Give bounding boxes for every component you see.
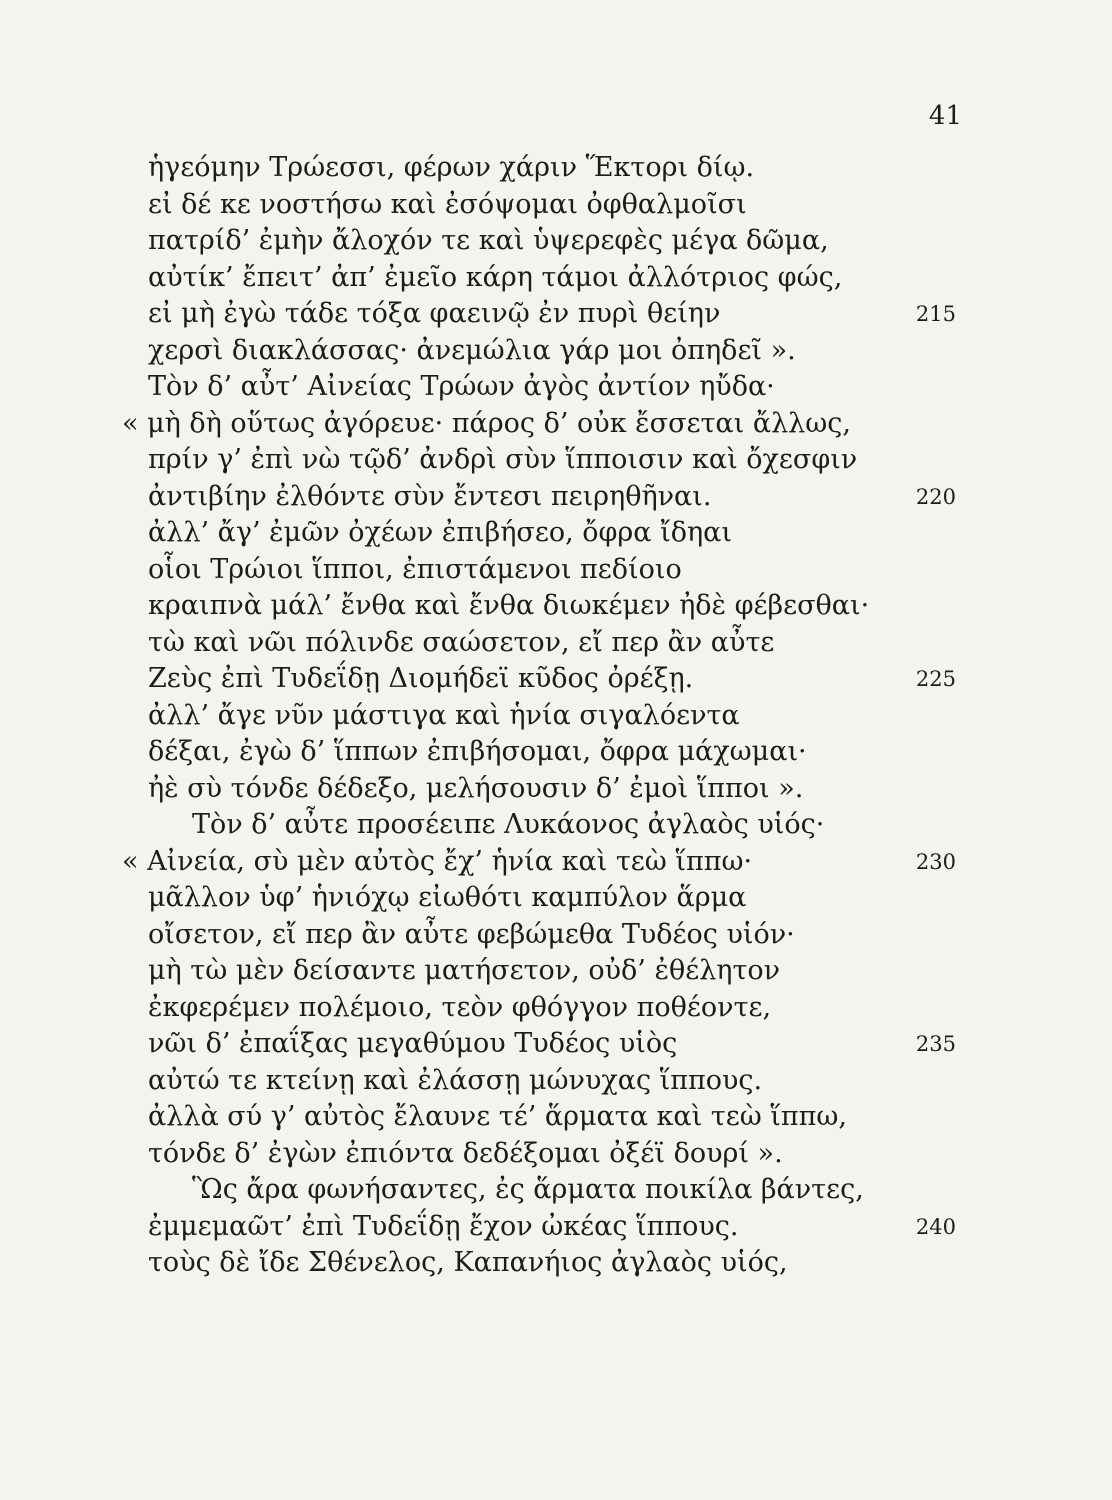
verse-line [122, 771, 962, 808]
verse-line [122, 588, 962, 625]
verse-line [122, 406, 962, 443]
verse-line [122, 1245, 962, 1282]
verse-text: οἴσετον, εἴ περ ἂν αὖτε φεβώμεθα Τυδέος υἱόν· [148, 918, 795, 950]
verse-text: τοὺς δὲ ἴδε Σθένελος, Καπανήιος ἀγλαὸς υἱός, [148, 1247, 788, 1278]
verse-text: αὐτίκ’ ἔπειτ’ ἀπ’ ἐμεῖο κάρη τάμοι ἀλλότριος φώς, [148, 261, 843, 293]
verse-text: ἠὲ σὺ τόνδε δέδεξο, μελήσουσιν δ’ ἐμοὶ ἵπποι ». [148, 772, 804, 804]
verse-line [122, 515, 962, 552]
verse-line [122, 442, 962, 479]
verse-line [122, 1209, 962, 1246]
verse-text: ἀλλὰ σύ γ’ αὐτὸς ἔλαυνε τέ’ ἅρματα καὶ τεὼ ἵππω, [148, 1101, 847, 1132]
verse-line [122, 1063, 962, 1100]
verse-text: ἐμμεμαῶτ’ ἐπὶ Τυδεΐδῃ ἔχον ὠκέας ἵππους. [148, 1210, 739, 1242]
line-number: 225 [915, 667, 956, 691]
verse-line [122, 1099, 962, 1136]
verse-line [122, 807, 962, 844]
verse-text: πρίν γ’ ἐπὶ νὼ τῷδ’ ἀνδρὶ σὺν ἵπποισιν καὶ ὄχεσφιν [148, 444, 858, 475]
verse-line [122, 953, 962, 990]
verse-line [122, 880, 962, 917]
verse-text: Ὣς ἄρα φωνήσαντες, ἐς ἅρματα ποικίλα βάντες, [192, 1174, 864, 1205]
line-number: 235 [915, 1032, 956, 1056]
verse-text: ἀλλ’ ἄγε νῦν μάστιγα καὶ ἡνία σιγαλόεντα [148, 699, 740, 731]
verse-text: πατρίδ’ ἐμὴν ἄλοχόν τε καὶ ὑψερεφὲς μέγα δῶμα, [148, 225, 829, 256]
line-number: 240 [915, 1214, 956, 1239]
verse-line [122, 661, 962, 698]
verse-text: οἷοι Τρώιοι ἵπποι, ἐπιστάμενοι πεδίοιο [148, 553, 682, 585]
verse-line [122, 223, 962, 260]
verse-list [122, 150, 962, 1282]
verse-line [122, 917, 962, 954]
line-number: 230 [915, 849, 956, 874]
verse-text: μᾶλλον ὑφ’ ἡνιόχῳ εἰωθότι καμπύλον ἅρμα [148, 882, 747, 913]
verse-line [122, 1026, 962, 1063]
verse-line [122, 479, 962, 516]
verse-line [122, 369, 962, 406]
verse-text: δέξαι, ἐγὼ δ’ ἵππων ἐπιβήσομαι, ὄφρα μάχωμαι· [148, 736, 807, 767]
verse-text: ἀλλ’ ἄγ’ ἐμῶν ὀχέων ἐπιβήσεο, ὄφρα ἴδηαι [148, 517, 732, 548]
verse-text: εἰ δέ κε νοστήσω καὶ ἐσόψομαι ὀφθαλμοῖσι [148, 188, 747, 220]
line-number: 215 [915, 302, 956, 326]
verse-text: νῶι δ’ ἐπαΐξας μεγαθύμου Τυδέος υἱὸς [148, 1028, 678, 1059]
verse-line [122, 844, 962, 881]
verse-line [122, 296, 962, 333]
line-number: 220 [915, 484, 956, 509]
verse-text: ἡγεόμην Τρώεσσι, φέρων χάριν Ἕκτορι δίῳ. [148, 152, 755, 183]
verse-text: τὼ καὶ νῶι πόλινδε σαώσετον, εἴ περ ἂν αὖτε [148, 626, 775, 658]
verse-line [122, 990, 962, 1027]
verse-text: χερσὶ διακλάσσας· ἀνεμώλια γάρ μοι ὀπηδεῖ ». [148, 334, 796, 366]
verse-line [122, 552, 962, 589]
verse-line [122, 698, 962, 735]
verse-text: μὴ τὼ μὲν δείσαντε ματήσετον, οὐδ’ ἐθέλητον [148, 955, 781, 986]
verse-text: κραιπνὰ μάλ’ ἔνθα καὶ ἔνθα διωκέμεν ἠδὲ φέβεσθαι· [148, 590, 870, 621]
page-number: 41 [928, 101, 962, 131]
verse-line [122, 333, 962, 370]
verse-line [122, 150, 962, 187]
verse-text: ἐκφερέμεν πολέμοιο, τεὸν φθόγγον ποθέοντε, [148, 991, 772, 1023]
verse-text: « Αἰνεία, σὺ μὲν αὐτὸς ἔχ’ ἡνία καὶ τεὼ ἵππω· [122, 845, 753, 877]
verse-text: αὐτώ τε κτείνῃ καὶ ἐλάσσῃ μώνυχας ἵππους. [148, 1064, 763, 1096]
verse-line [122, 625, 962, 662]
verse-text: εἰ μὴ ἐγὼ τάδε τόξα φαεινῷ ἐν πυρὶ θείην [148, 298, 721, 329]
verse-line [122, 260, 962, 297]
verse-line [122, 1172, 962, 1209]
verse-text: Τὸν δ’ αὖτ’ Αἰνείας Τρώων ἀγὸς ἀντίον ηὔδα· [148, 371, 775, 402]
verse-line [122, 187, 962, 224]
verse-text: « μὴ δὴ οὕτως ἀγόρευε· πάρος δ’ οὐκ ἔσσεται ἄλλως, [122, 407, 852, 439]
verse-text: Τὸν δ’ αὖτε προσέειπε Λυκάονος ἀγλαὸς υἱός· [192, 809, 825, 840]
verse-line [122, 734, 962, 771]
verse-text: ἀντιβίην ἐλθόντε σὺν ἔντεσι πειρηθῆναι. [148, 480, 712, 512]
verse-line [122, 1136, 962, 1173]
verse-text: Ζεὺς ἐπὶ Τυδεΐδῃ Διομήδεϊ κῦδος ὀρέξῃ. [148, 663, 694, 694]
verse-text: τόνδε δ’ ἐγὼν ἐπιόντα δεδέξομαι ὀξέϊ δουρί ». [148, 1137, 783, 1169]
